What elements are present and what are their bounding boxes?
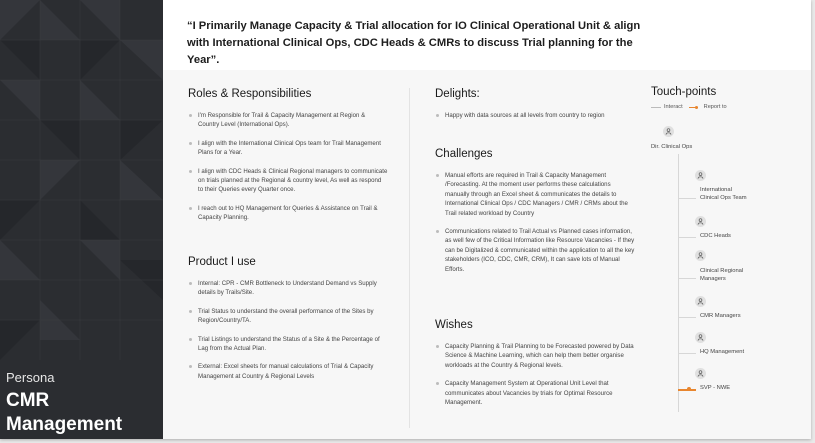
interact-connector [678,198,696,199]
report-dot-icon [695,106,698,109]
list-item: I reach out to HQ Management for Queries & Assistance on Trail & Capacity Planning. [188,204,388,223]
list-item: Trial Listings to understand the Status of a Site & the Percentage of Lag from the Actual Plan. [188,335,388,354]
touchpoint-label-line: Clinical Ops Team [700,194,747,201]
touchpoints-heading: Touch-points [651,86,717,98]
person-icon [695,170,706,181]
list-item: Communications related to Trail Actual vs Planned cases information, as well few of the Critical Information like Resource Vacancies - If they can be Digitalized & communicated within the application to all the key stakeholders (ICO, CDC, CMR, CRM), It can save lots of Manual Efforts. [435,227,635,274]
touchpoint-trunk [678,154,679,412]
list-item: Capacity Management System at Operational Unit Level that communicates about Vacancies by trials for Optimal Resource Management. [435,379,635,407]
challenges-list [435,171,635,274]
touchpoint-node [695,170,706,181]
touchpoint-node [695,296,706,307]
roles-heading: Roles & Responsibilities [188,88,312,100]
list-item: I'm Responsible for Trail & Capacity Management at Region & Country Level (International Ops). [188,111,388,130]
touchpoint-root-label: Dir. Clinical Ops [651,144,693,150]
touchpoint-label: CDC Heads [700,233,731,239]
interact-line-icon [651,107,661,108]
touchpoint-label [700,187,747,202]
product-list [188,279,388,381]
delights-list [435,111,635,120]
person-icon [695,332,706,343]
legend-report: Report to [703,104,727,110]
column-divider [409,88,410,428]
list-item: Internal: CPR - CMR Bottleneck to Understand Demand vs Supply details by Trails/Site. [188,279,388,298]
list-item: I align with CDC Heads & Clinical Regional managers to communicate on trials planned at the Regional & country level, As well as respond to their Queries every Quarter once. [188,167,388,195]
persona-quote: “I Primarily Manage Capacity & Trial allocation for IO Clinical Operational Unit & align with International Clinical Ops, CDC Heads & CMRs to discuss Trial planning for the Year”. [187,20,641,66]
touchpoint-label: HQ Management [700,349,745,355]
interact-connector [678,353,696,354]
person-icon [663,126,674,137]
interact-connector [678,237,696,238]
touchpoints-legend [651,104,727,110]
product-list-wrap [188,279,388,390]
persona-title [6,370,122,437]
touchpoint-label-line: Clinical Regional [700,268,744,274]
list-item: Trial Status to understand the overall performance of the Sites by Region/Country/TA. [188,307,388,326]
touchpoint-label [700,268,743,283]
delights-heading: Delights: [435,88,480,100]
product-heading: Product I use [188,256,256,268]
persona-panel [0,0,163,439]
interact-connector [678,278,696,279]
touchpoint-node [695,216,706,227]
list-item: Capacity Planning & Trail Planning to be Forecasted powered by Data Science & Machine Learning, which can help them better organise workloads at the Country & Regional levels. [435,342,635,370]
quote-bar [163,0,811,70]
touchpoint-node [695,332,706,343]
interact-connector [678,317,696,318]
list-item: External: Excel sheets for manual calculations of Trial & Capacity Management at Country & Regional Levels [188,362,388,381]
person-icon [695,368,706,379]
roles-list-wrap [188,111,388,232]
report-dot-icon [687,387,691,391]
touchpoint-node [695,368,706,379]
touchpoint-label-line: International [700,187,732,193]
touchpoint-node [695,250,706,261]
touchpoint-root [663,126,674,137]
touchpoint-label-line: Managers [700,275,726,282]
person-icon [695,250,706,261]
list-item: Manual efforts are required in Trail & Capacity Management /Forecasting. At the moment user performs these calculations manually through an Excel sheet & communicates the details to International Clinical Ops / CDC Managers / CMR / CRMs about the Trail related workload by Country [435,171,635,218]
roles-list [188,111,388,223]
touchpoint-label: SVP - NWE [700,385,731,391]
wishes-list-wrap [435,342,635,416]
persona-name-line1: CMR [6,390,50,411]
person-icon [695,216,706,227]
list-item: Happy with data sources at all levels from country to region [435,111,635,120]
persona-label: Persona [6,370,55,385]
list-item: I align with the International Clinical Ops team for Trail Management Plans for a Year. [188,139,388,158]
wishes-heading: Wishes [435,319,473,331]
content-area [163,70,811,439]
wishes-list [435,342,635,407]
legend-interact: Interact [664,104,683,110]
challenges-list-wrap [435,171,635,283]
person-icon [695,296,706,307]
touchpoint-label: CMR Managers [700,313,741,319]
challenges-heading: Challenges [435,148,493,160]
persona-name-line2: Management [6,414,123,435]
delights-list-wrap [435,111,635,129]
